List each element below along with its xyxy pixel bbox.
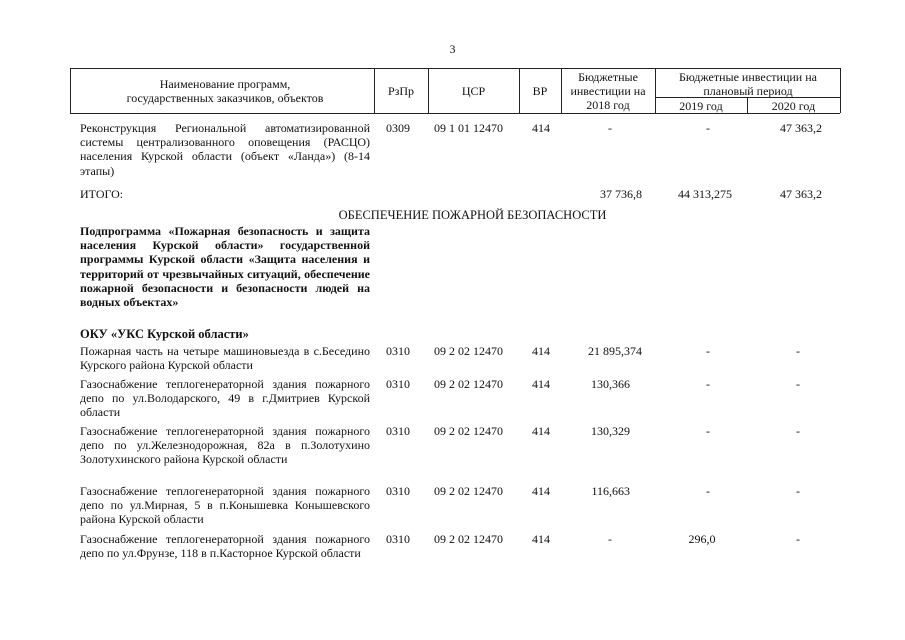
header-col-budget: Бюджетные инвестиции на 2018 год [570, 70, 646, 112]
row-2018: 130,366 [591, 377, 630, 391]
header-vline [561, 68, 562, 113]
row-rzpr: 0309 [386, 121, 410, 135]
header-col-name: Наименование программ, государственных заказчиков, объектов [126, 77, 324, 105]
row-csr: 09 1 01 12470 [434, 121, 503, 135]
row-vr: 414 [532, 377, 550, 391]
subprogram-title: Подпрограмма «Пожарная безопасность и защита населения Курской области» государственной программы Курской области «Защита населения и территорий от чрезвычайных ситуаций, обеспечение пожарной безопасности и безопасности людей на водных объектах» [80, 224, 370, 310]
row-2018: - [608, 532, 612, 546]
row-name: Газоснабжение теплогенераторной здания пожарного депо по ул.Мирная, 5 в п.Конышевка Конышевского района Курской области [80, 484, 370, 527]
row-csr: 09 2 02 12470 [434, 344, 503, 358]
total-2020: 47 363,2 [780, 187, 822, 201]
row-rzpr: 0310 [386, 484, 410, 498]
row-vr: 414 [532, 344, 550, 358]
page-number: 3 [449, 42, 456, 56]
row-name: Газоснабжение теплогенераторной здания пожарного депо по ул.Володарского, 49 в г.Дмитриев Курской области [80, 377, 370, 420]
total-2018: 37 736,8 [600, 187, 642, 201]
row-2020: 47 363,2 [780, 121, 822, 135]
row-2020: - [796, 532, 800, 546]
row-2020: - [796, 424, 800, 438]
customer-name: ОКУ «УКС Курской области» [80, 327, 249, 341]
row-name: Реконструкция Региональной автоматизированной системы централизованного оповещения (РАСЦО) населения Курской области (объект «Ланда») (8-14 этапы) [80, 121, 370, 178]
row-2019: - [706, 121, 710, 135]
total-2019: 44 313,275 [678, 187, 732, 201]
row-2020: - [796, 484, 800, 498]
row-2018: - [608, 121, 612, 135]
header-col-2020: 2020 год [771, 99, 816, 113]
row-name: Газоснабжение теплогенераторной здания пожарного депо по ул.Фрунзе, 118 в п.Касторное Курской области [80, 532, 370, 561]
row-csr: 09 2 02 12470 [434, 484, 503, 498]
total-label: ИТОГО: [80, 187, 124, 201]
row-vr: 414 [532, 484, 550, 498]
header-vline [840, 68, 841, 113]
row-2020: - [796, 344, 800, 358]
row-2018: 21 895,374 [588, 344, 642, 358]
row-2019: - [706, 344, 710, 358]
row-csr: 09 2 02 12470 [434, 424, 503, 438]
row-2019: - [706, 484, 710, 498]
row-rzpr: 0310 [386, 344, 410, 358]
row-vr: 414 [532, 532, 550, 546]
row-2018: 130,329 [591, 424, 630, 438]
header-bottom-border [70, 113, 840, 114]
row-rzpr: 0310 [386, 532, 410, 546]
header-col-rzpr: РзПр [387, 84, 415, 98]
row-csr: 09 2 02 12470 [434, 377, 503, 391]
row-2019: - [706, 424, 710, 438]
row-csr: 09 2 02 12470 [434, 532, 503, 546]
header-vline [70, 68, 71, 113]
header-col-csr: ЦСР [461, 84, 486, 98]
row-2019: - [706, 377, 710, 391]
row-2018: 116,663 [591, 484, 630, 498]
row-rzpr: 0310 [386, 424, 410, 438]
row-name: Пожарная часть на четыре машиновыезда в с.Беседино Курского района Курской области [80, 344, 370, 373]
row-rzpr: 0310 [386, 377, 410, 391]
header-col-vr: ВР [532, 84, 548, 98]
header-top-border [70, 68, 840, 69]
row-2020: - [796, 377, 800, 391]
row-2019: 296,0 [688, 532, 716, 546]
header-col-2019: 2019 год [679, 99, 723, 113]
section-title: ОБЕСПЕЧЕНИЕ ПОЖАРНОЙ БЕЗОПАСНОСТИ [338, 208, 607, 222]
header-col-plan: Бюджетные инвестиции на плановый период [679, 70, 817, 98]
row-vr: 414 [532, 424, 550, 438]
row-vr: 414 [532, 121, 550, 135]
row-name: Газоснабжение теплогенераторной здания пожарного депо по ул.Железнодорожная, 82а в п.Золотухино Золотухинского района Курской области [80, 424, 370, 467]
